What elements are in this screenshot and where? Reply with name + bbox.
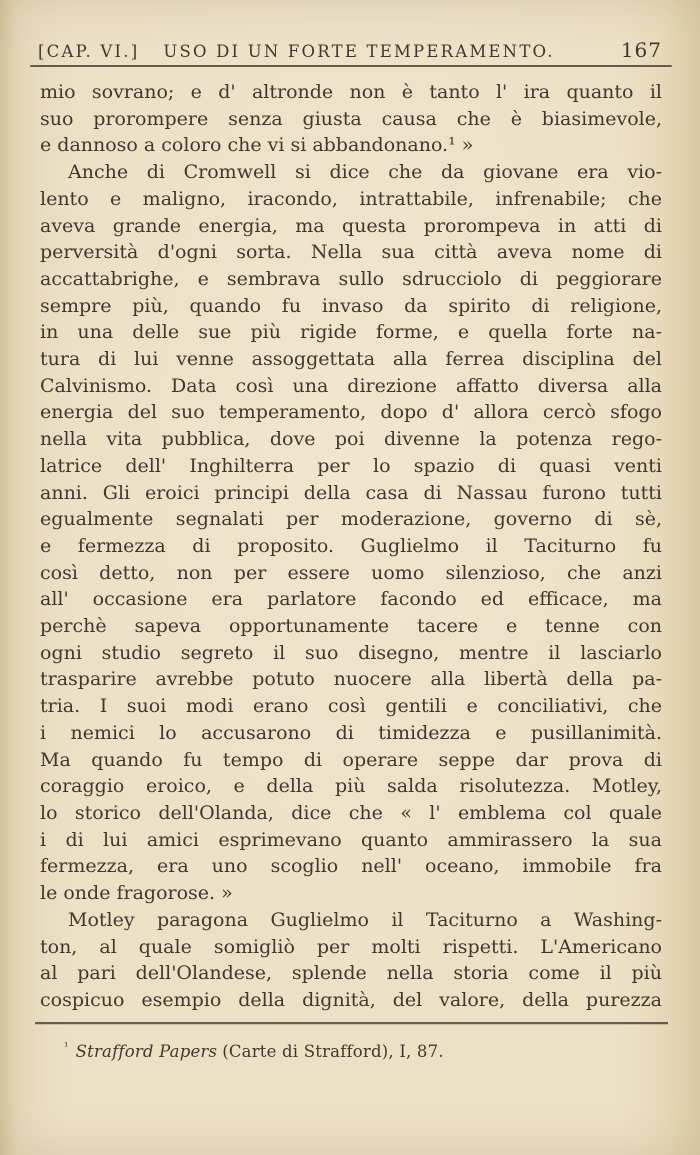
text-line: all' occasione era parlatore facondo ed efficace, ma <box>40 588 662 611</box>
text-line: i nemici lo accusarono di timidezza e pusillanimità. <box>40 721 662 744</box>
text-line: lo storico dell'Olanda, dice che « l' emblema col quale <box>40 801 662 824</box>
text-line: sempre più, quando fu invaso da spirito di religione, <box>40 294 662 317</box>
text-line: Anche di Cromwell si dice che da giovane era vio- <box>68 161 662 184</box>
text-line: Ma quando fu tempo di operare seppe dar prova di <box>40 748 662 771</box>
text-line: accattabrighe, e sembrava sullo sdrucciolo di peggiorare <box>40 267 662 290</box>
header-rule <box>30 65 672 67</box>
text-line: anni. Gli eroici principi della casa di Nassau furono tutti <box>40 481 662 504</box>
text-line: in una delle sue più rigide forme, e quella forte na- <box>40 321 662 344</box>
text-line: nella vita pubblica, dove poi divenne la potenza rego- <box>40 428 662 451</box>
footnote <box>64 1040 660 1061</box>
text-line: latrice dell' Inghilterra per lo spazio di quasi venti <box>40 454 662 477</box>
text-line: tria. I suoi modi erano così gentili e conciliativi, che <box>40 695 662 718</box>
footnote-source: Strafford Papers <box>75 1042 218 1061</box>
page-header <box>38 38 662 62</box>
paragraph <box>40 159 662 907</box>
text-line: le onde fragorose. » <box>40 882 233 905</box>
footnote-citation: (Carte di Strafford), I, 87. <box>222 1042 444 1061</box>
text-line: perversità d'ogni sorta. Nella sua città aveva nome di <box>40 241 662 264</box>
text-line: aveva grande energia, ma questa prorompeva in atti di <box>40 214 662 237</box>
paragraph <box>40 79 662 159</box>
paragraph <box>40 907 662 1014</box>
text-line: lento e maligno, iracondo, intrattabile, infrenabile; che <box>40 187 662 210</box>
footnote-rule <box>35 1022 668 1024</box>
text-line: fermezza, era uno scoglio nell' oceano, immobile fra <box>40 855 662 878</box>
text-line: energia del suo temperamento, dopo d' allora cercò sfogo <box>40 401 662 424</box>
chapter-label: [CAP. VI.] <box>38 42 140 61</box>
body-text <box>40 79 662 1014</box>
text-line: e dannoso a coloro che vi si abbandonano.¹ » <box>40 134 474 157</box>
text-line: ton, al quale somigliò per molti rispetti. L'Americano <box>40 935 662 958</box>
running-title: USO DI UN FORTE TEMPERAMENTO. <box>163 42 555 61</box>
text-line: tura di lui venne assoggettata alla ferrea disciplina del <box>40 348 662 371</box>
text-line: coraggio eroico, e della più salda risolutezza. Motley, <box>40 775 662 798</box>
text-line: perchè sapeva opportunamente tacere e tenne con <box>40 615 662 638</box>
text-line: così detto, non per essere uomo silenzioso, che anzi <box>40 561 662 584</box>
text-line: e fermezza di proposito. Guglielmo il Taciturno fu <box>40 534 662 557</box>
text-line: trasparire avrebbe potuto nuocere alla libertà della pa- <box>40 668 662 691</box>
text-line: al pari dell'Olandese, splende nella storia come il più <box>40 962 662 985</box>
text-line: suo prorompere senza giusta causa che è biasimevole, <box>40 107 662 130</box>
text-line: Calvinismo. Data così una direzione affatto diversa alla <box>40 374 662 397</box>
text-line: ogni studio segreto il suo disegno, mentre il lasciarlo <box>40 641 662 664</box>
text-line: i di lui amici esprimevano quanto ammirassero la sua <box>40 828 662 851</box>
text-line: egualmente segnalati per moderazione, governo di sè, <box>40 508 662 531</box>
footnote-marker: ¹ <box>64 1040 69 1053</box>
text-line: mio sovrano; e d' altronde non è tanto l' ira quanto il <box>40 81 662 103</box>
page-number: 167 <box>620 38 662 62</box>
text-line: cospicuo esempio della dignità, del valore, della purezza <box>40 988 662 1011</box>
text-line: Motley paragona Guglielmo il Taciturno a Washing- <box>68 908 662 931</box>
